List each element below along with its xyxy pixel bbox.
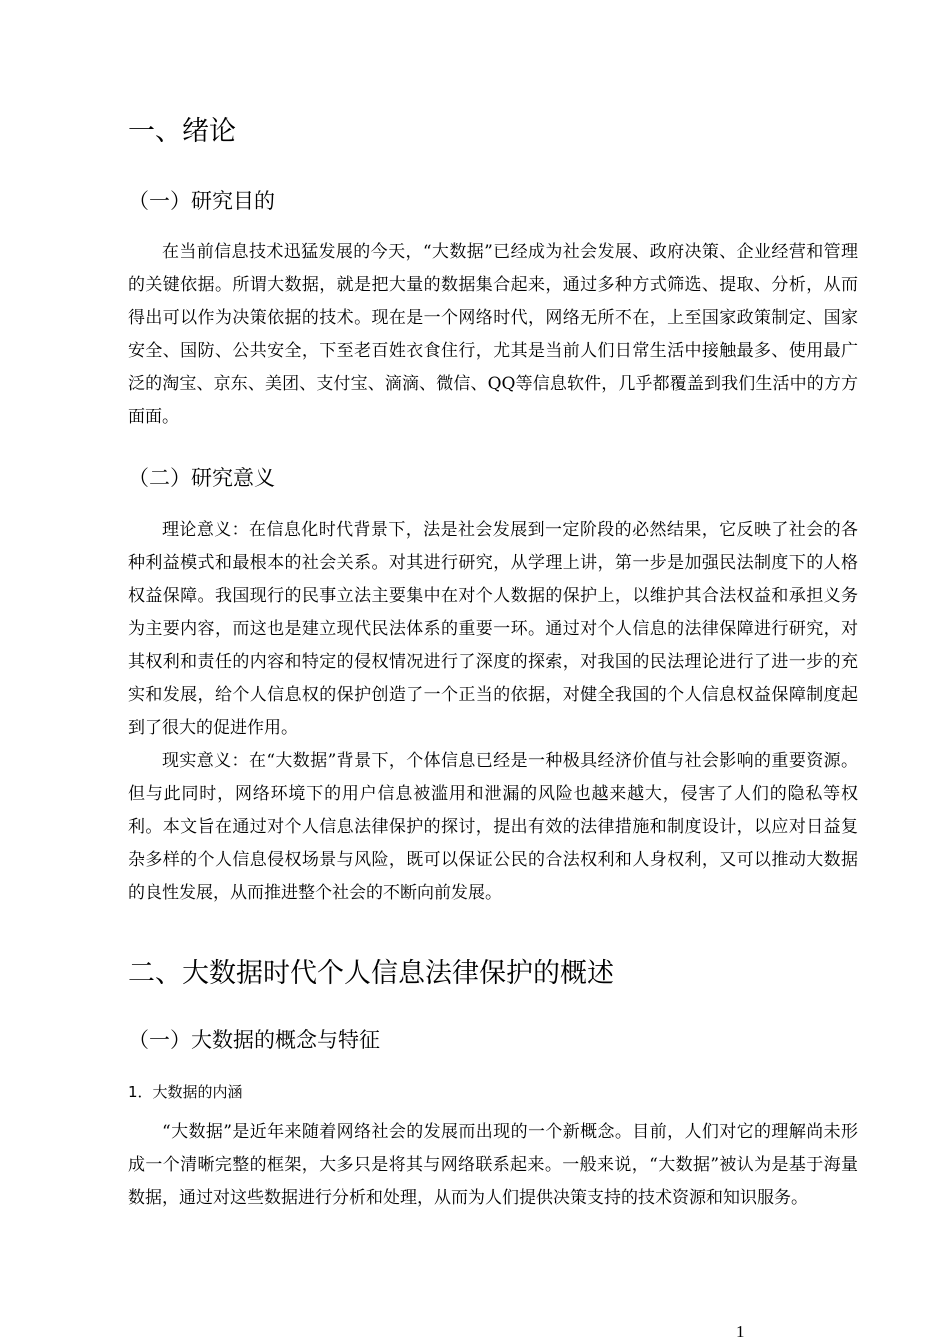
section-1-heading: 一、绪论 [128, 116, 236, 147]
paragraph-theoretical-significance: 理论意义：在信息化时代背景下，法是社会发展到一定阶段的必然结果，它反映了社会的各种利益模式和最根本的社会关系。对其进行研究，从学理上讲，第一步是加强民法制度下的人格权益保障。我国现行的民事立法主要集中在对个人数据的保护上，以维护其合法权益和承担义务为主要内容，而这也是建立现代民法体系的重要一环。通过对个人信息的法律保障进行研究，对其权利和责任的内容和特定的侵权情况进行了深度的探索，对我国的民法理论进行了进一步的充实和发展，给个人信息权的保护创造了一个正当的依据，对健全我国的个人信息权益保障制度起到了很大的促进作用。 [128, 520, 858, 738]
page-number: 1 [736, 1322, 745, 1341]
paragraph-research-purpose: 在当前信息技术迅猛发展的今天，“大数据”已经成为社会发展、政府决策、企业经营和管理的关键依据。所谓大数据，就是把大量的数据集合起来，通过多种方式筛选、提取、分析，从而得出可以作为决策依据的技术。现在是一个网络时代，网络无所不在，上至国家政策制定、国家安全、国防、公共安全，下至老百姓衣食住行，尤其是当前人们日常生活中接触最多、使用最广泛的淘宝、京东、美团、支付宝、滴滴、微信、QQ等信息软件，几乎都覆盖到我们生活中的方方面面。 [128, 242, 858, 427]
section-1-1-heading: （一）研究目的 [128, 189, 275, 213]
document-body [128, 112, 858, 1215]
item-1-heading: 1．大数据的内涵 [128, 1083, 243, 1101]
paragraph-big-data-connotation: “大数据”是近年来随着网络社会的发展而出现的一个新概念。目前，人们对它的理解尚未形成一个清晰完整的框架，大多只是将其与网络联系起来。一般来说，“大数据”被认为是基于海量数据，通过对这些数据进行分析和处理，从而为人们提供决策支持的技术资源和知识服务。 [128, 1122, 858, 1208]
section-1-2-heading: （二）研究意义 [128, 466, 275, 490]
section-2-heading: 二、大数据时代个人信息法律保护的概述 [128, 958, 614, 989]
section-2-1-heading: （一）大数据的概念与特征 [128, 1028, 380, 1052]
paragraph-practical-significance: 现实意义：在“大数据”背景下，个体信息已经是一种极具经济价值与社会影响的重要资源。但与此同时，网络环境下的用户信息被滥用和泄漏的风险也越来越大，侵害了人们的隐私等权利。本文旨在通过对个人信息法律保护的探讨，提出有效的法律措施和制度设计，以应对日益复杂多样的个人信息侵权场景与风险，既可以保证公民的合法权利和人身权利，又可以推动大数据的良性发展，从而推进整个社会的不断向前发展。 [128, 751, 858, 903]
